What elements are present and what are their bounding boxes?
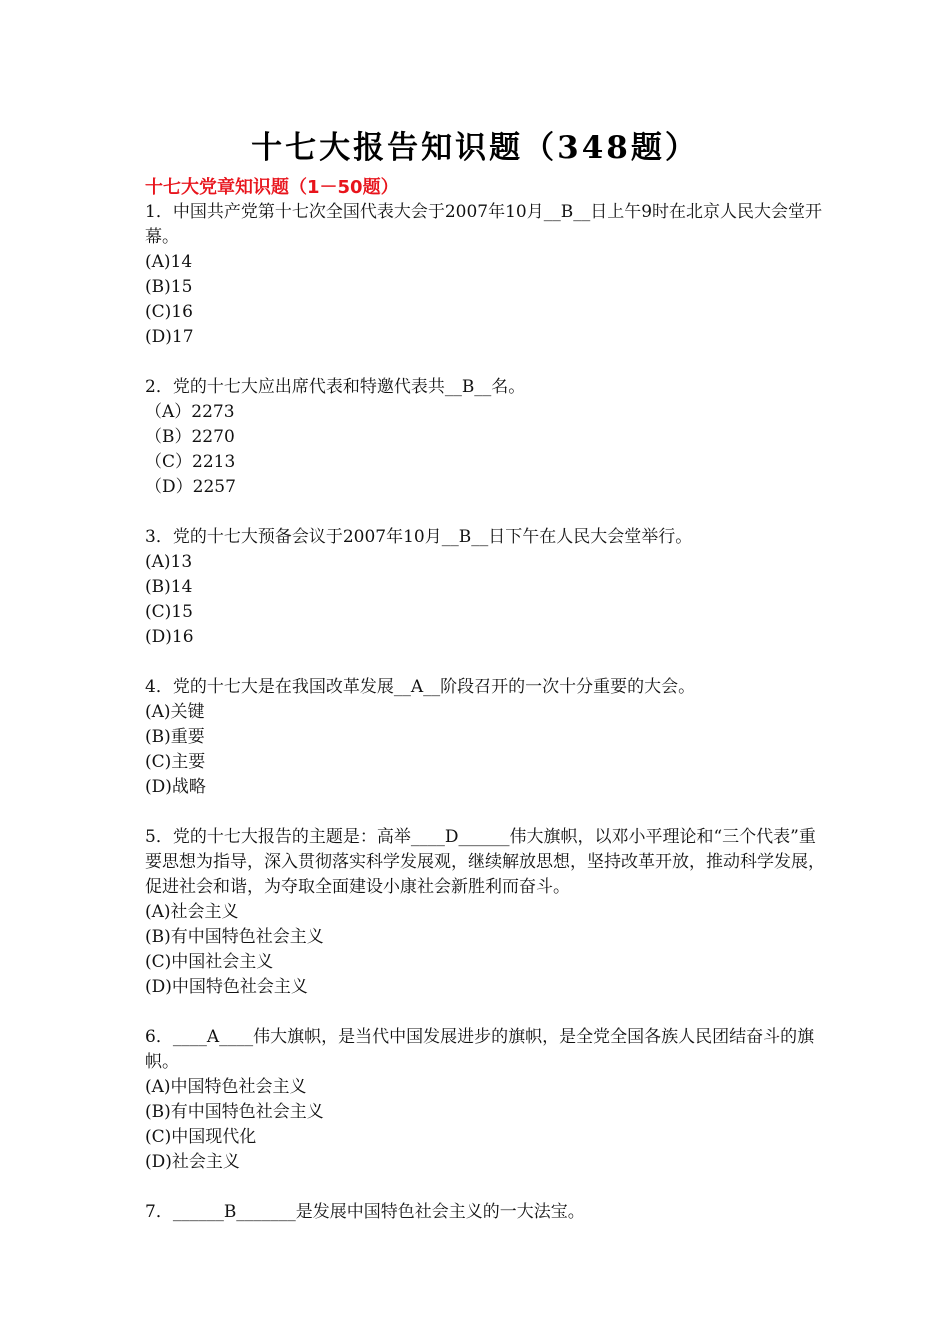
- question-text: 1．中国共产党第十七次全国代表大会于2007年10月__B__日上午9时在北京人民大会堂开幕。: [145, 202, 823, 247]
- option-d: (D)中国特色社会主义: [145, 977, 308, 997]
- option-d: (D)16: [145, 627, 194, 647]
- document-body: [145, 175, 825, 1250]
- question-1: [145, 200, 825, 350]
- option-a: (A)13: [145, 552, 193, 572]
- option-b: (B)14: [145, 577, 193, 597]
- option-d: (D)战略: [145, 777, 206, 797]
- option-a: （A）2273: [145, 402, 235, 422]
- question-text: 6．____A____伟大旗帜，是当代中国发展进步的旗帜，是全党全国各族人民团结奋斗的旗帜。: [145, 1027, 815, 1072]
- option-a: (A)14: [145, 252, 193, 272]
- option-d: (D)17: [145, 327, 194, 347]
- option-a: (A)关键: [145, 702, 205, 722]
- option-c: (C)15: [145, 602, 193, 622]
- option-c: (C)中国社会主义: [145, 952, 274, 972]
- section-heading: 十七大党章知识题（1－50题）: [145, 177, 399, 198]
- option-c: (C)中国现代化: [145, 1127, 257, 1147]
- option-a: (A)社会主义: [145, 902, 239, 922]
- option-c: (C)主要: [145, 752, 206, 772]
- option-b: (B)有中国特色社会主义: [145, 1102, 324, 1122]
- option-b: (B)重要: [145, 727, 205, 747]
- question-3: [145, 525, 825, 650]
- option-a: (A)中国特色社会主义: [145, 1077, 307, 1097]
- option-b: (B)有中国特色社会主义: [145, 927, 324, 947]
- question-text: 7．______B_______是发展中国特色社会主义的一大法宝。: [145, 1202, 585, 1222]
- question-text: 4．党的十七大是在我国改革发展__A__阶段召开的一次十分重要的大会。: [145, 677, 696, 697]
- question-text: 2．党的十七大应出席代表和特邀代表共__B__名。: [145, 377, 526, 397]
- question-text: 3．党的十七大预备会议于2007年10月__B__日下午在人民大会堂举行。: [145, 527, 693, 547]
- option-d: （D）2257: [145, 477, 236, 497]
- option-c: （C）2213: [145, 452, 236, 472]
- option-c: (C)16: [145, 302, 193, 322]
- option-b: (B)15: [145, 277, 193, 297]
- option-d: (D)社会主义: [145, 1152, 240, 1172]
- question-6: [145, 1025, 825, 1175]
- document-title: 十七大报告知识题（348题）: [251, 130, 699, 166]
- question-4: [145, 675, 825, 800]
- question-7: [145, 1200, 825, 1225]
- question-5: [145, 825, 825, 1000]
- option-b: （B）2270: [145, 427, 235, 447]
- question-text: 5．党的十七大报告的主题是：高举____D______伟大旗帜，以邓小平理论和“三个代表”重要思想为指导，深入贯彻落实科学发展观，继续解放思想，坚持改革开放，推动科学发展，促进社会和谐，为夺取全面建设小康社会新胜利而奋斗。: [145, 827, 825, 897]
- question-2: [145, 375, 825, 500]
